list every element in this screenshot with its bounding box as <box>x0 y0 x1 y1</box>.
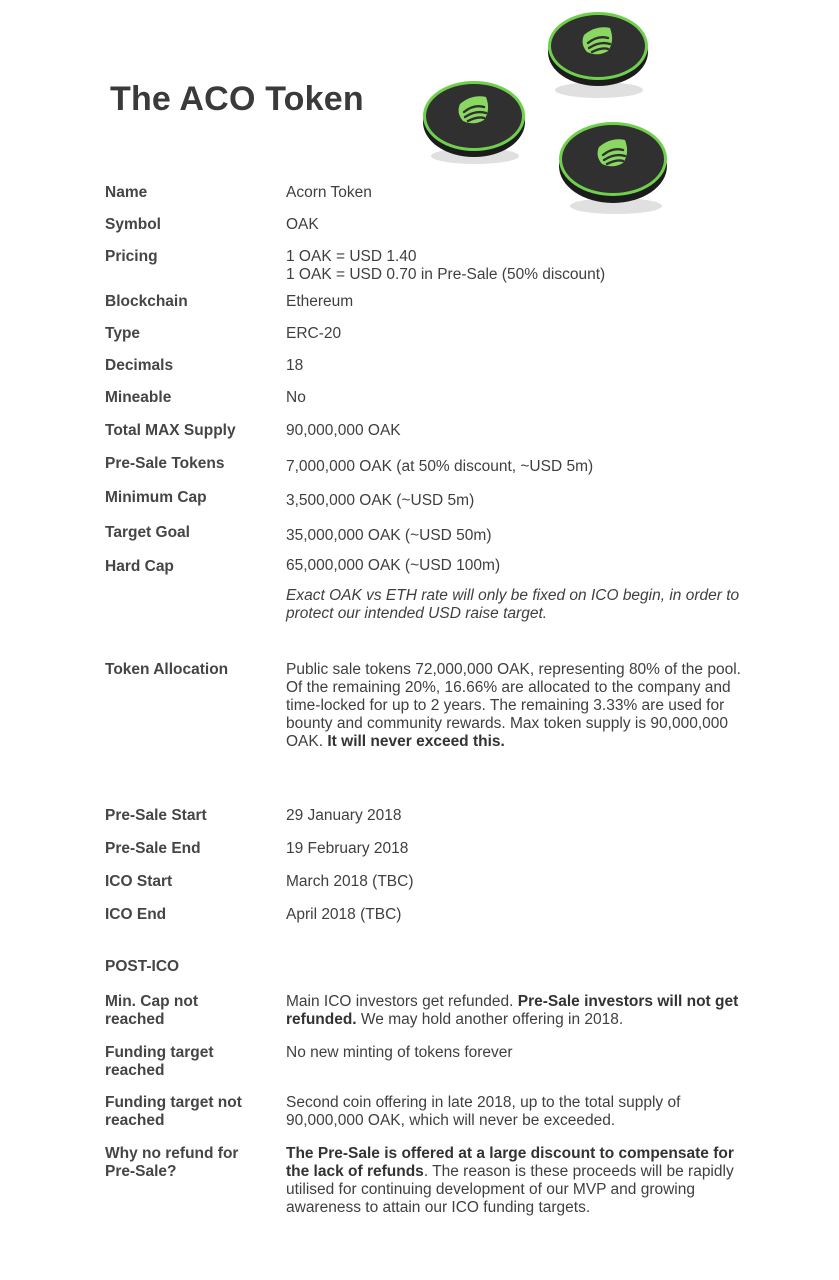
coin-image <box>420 70 530 168</box>
blockchain-label: Blockchain <box>105 293 188 310</box>
total-max-supply-value: 90,000,000 OAK <box>286 422 401 439</box>
page-title: The ACO Token <box>110 80 364 118</box>
coin-image <box>556 114 674 218</box>
symbol-value: OAK <box>286 216 319 233</box>
token-allocation-emphasis: It will never exceed this. <box>327 733 505 750</box>
why-no-refund-text: . The reason is these proceeds will be rapidly utilised for continuing development of our MVP and growing awareness to attain our ICO funding targets. <box>286 1163 734 1216</box>
why-no-refund-value <box>286 1145 741 1217</box>
pricing-label: Pricing <box>105 248 158 265</box>
min-cap-emphasis: Pre-Sale investors will not get refunded. <box>286 993 739 1028</box>
token-allocation-value <box>286 661 741 751</box>
pricing-line-2: 1 OAK = USD 0.70 in Pre-Sale (50% discount) <box>286 266 606 283</box>
min-cap-label-line-2: reached <box>105 1011 165 1028</box>
presale-tokens-value: 7,000,000 OAK (at 50% discount, ~USD 5m) <box>286 458 594 475</box>
why-no-refund-label <box>105 1145 280 1181</box>
minimum-cap-value: 3,500,000 OAK (~USD 5m) <box>286 492 475 509</box>
total-max-supply-label: Total MAX Supply <box>105 422 236 439</box>
ico-start-value: March 2018 (TBC) <box>286 873 414 890</box>
ico-end-value: April 2018 (TBC) <box>286 906 402 923</box>
name-value: Acorn Token <box>286 184 372 201</box>
presale-end-label: Pre-Sale End <box>105 840 201 857</box>
why-no-refund-label-line-1: Why no refund for <box>105 1145 239 1162</box>
hard-cap-value: 65,000,000 OAK (~USD 100m) <box>286 557 501 574</box>
min-cap-not-reached-label <box>105 993 280 1029</box>
min-cap-text-2: We may hold another offering in 2018. <box>356 1011 624 1028</box>
pricing-line-1: 1 OAK = USD 1.40 <box>286 248 417 265</box>
acorn-leaf-emblem-icon <box>544 4 654 102</box>
minimum-cap-label: Minimum Cap <box>105 489 207 506</box>
decimals-label: Decimals <box>105 357 174 374</box>
funding-target-not-reached-label <box>105 1094 280 1130</box>
why-no-refund-emphasis: The Pre-Sale is offered at a large discount to compensate for the lack of refunds <box>286 1145 734 1180</box>
token-allocation-label: Token Allocation <box>105 661 229 678</box>
target-goal-label: Target Goal <box>105 524 190 541</box>
why-no-refund-label-line-2: Pre-Sale? <box>105 1163 177 1180</box>
ico-start-label: ICO Start <box>105 873 173 890</box>
funding-target-reached-value: No new minting of tokens forever <box>286 1044 513 1061</box>
token-allocation-text: Public sale tokens 72,000,000 OAK, representing 80% of the pool. Of the remaining 20%, 16.66% are allocated to the company and time-locked for up to 2 years. The remaining 3.33% are used for bounty and community rewards. Max token supply is 90,000,000 OAK. <box>286 661 741 750</box>
min-cap-text-1: Main ICO investors get refunded. <box>286 993 518 1010</box>
name-label: Name <box>105 184 148 201</box>
funding-not-reached-label-line-2: reached <box>105 1112 165 1129</box>
presale-start-value: 29 January 2018 <box>286 807 402 824</box>
funding-reached-label-line-1: Funding target <box>105 1044 214 1061</box>
post-ico-heading: POST-ICO <box>105 958 180 975</box>
target-goal-value: 35,000,000 OAK (~USD 50m) <box>286 527 492 544</box>
blockchain-value: Ethereum <box>286 293 354 310</box>
hard-cap-label: Hard Cap <box>105 558 174 575</box>
min-cap-not-reached-value <box>286 993 741 1029</box>
presale-start-label: Pre-Sale Start <box>105 807 207 824</box>
presale-tokens-label: Pre-Sale Tokens <box>105 455 225 472</box>
funding-target-not-reached-value: Second coin offering in late 2018, up to the total supply of 90,000,000 OAK, which will never be exceeded. <box>286 1094 681 1129</box>
ico-end-label: ICO End <box>105 906 167 923</box>
pricing-value <box>286 248 741 284</box>
mineable-value: No <box>286 389 306 406</box>
acorn-leaf-emblem-icon <box>556 114 674 218</box>
type-value: ERC-20 <box>286 325 342 342</box>
type-label: Type <box>105 325 141 342</box>
funding-target-reached-label <box>105 1044 280 1080</box>
coin-image <box>544 4 654 102</box>
funding-reached-label-line-2: reached <box>105 1062 165 1079</box>
rate-note: Exact OAK vs ETH rate will only be fixed on ICO begin, in order to protect our intended USD raise target. <box>286 587 740 622</box>
mineable-label: Mineable <box>105 389 172 406</box>
decimals-value: 18 <box>286 357 304 374</box>
presale-end-value: 19 February 2018 <box>286 840 409 857</box>
acorn-leaf-emblem-icon <box>420 70 530 168</box>
symbol-label: Symbol <box>105 216 161 233</box>
min-cap-label-line-1: Min. Cap not <box>105 993 198 1010</box>
funding-not-reached-label-line-1: Funding target not <box>105 1094 242 1111</box>
